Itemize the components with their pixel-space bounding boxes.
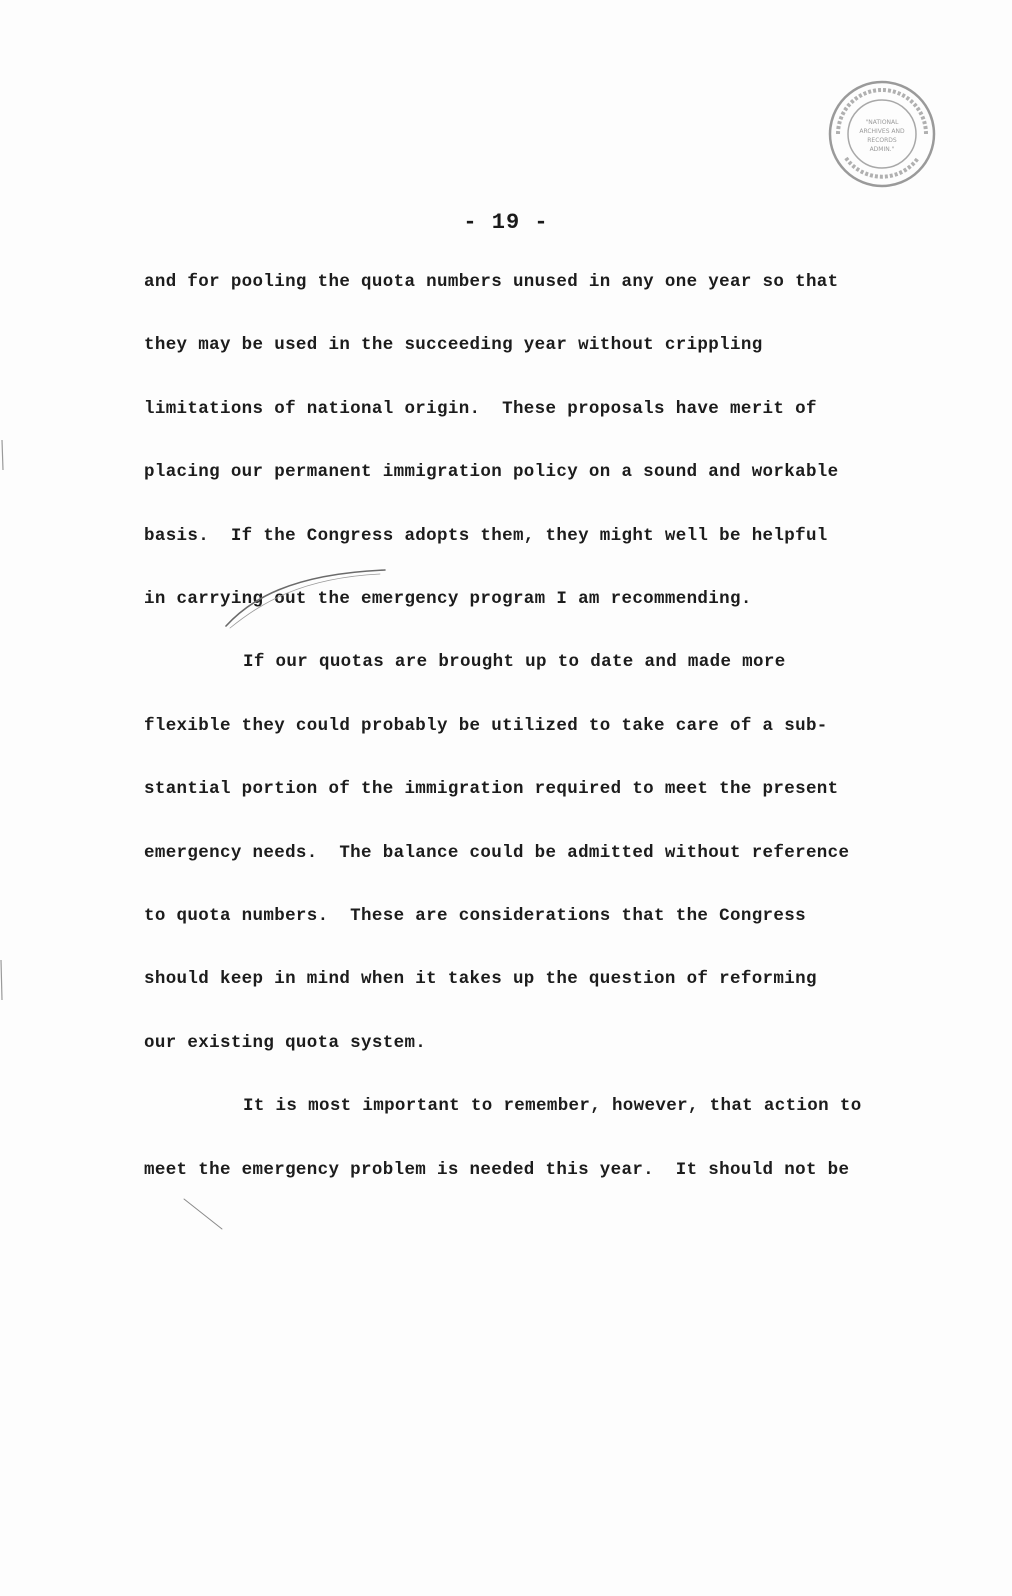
text-line: in carrying out the emergency program I am recommending. bbox=[144, 589, 752, 609]
text-line: meet the emergency problem is needed this year. It should not be bbox=[144, 1159, 850, 1180]
svg-text:ADMIN.": ADMIN." bbox=[869, 146, 895, 153]
text-line: to quota numbers. These are considerations that the Congress bbox=[144, 906, 806, 926]
text-line: basis. If the Congress adopts them, they might well be helpful bbox=[144, 525, 828, 546]
svg-text:"NATIONAL: "NATIONAL bbox=[865, 119, 899, 126]
text-line: and for pooling the quota numbers unused in any one year so that bbox=[144, 272, 839, 292]
text-line: flexible they could probably be utilized to take care of a sub- bbox=[144, 715, 828, 736]
text-line: placing our permanent immigration policy on a sound and workable bbox=[144, 462, 839, 483]
text-line: they may be used in the succeeding year without crippling bbox=[144, 335, 763, 356]
text-line: limitations of national origin. These proposals have merit of bbox=[144, 398, 817, 419]
text-line: If our quotas are brought up to date and made more bbox=[243, 652, 786, 673]
text-line: should keep in mind when it takes up the question of reforming bbox=[144, 969, 817, 990]
pencil-mark bbox=[220, 560, 400, 640]
pencil-tick-mark bbox=[180, 1195, 230, 1235]
library-seal-stamp bbox=[826, 78, 938, 190]
text-line: It is most important to remember, however, that action to bbox=[243, 1096, 862, 1117]
text-line: emergency needs. The balance could be admitted without reference bbox=[144, 842, 850, 863]
text-line: our existing quota system. bbox=[144, 1032, 427, 1053]
svg-text:ARCHIVES AND: ARCHIVES AND bbox=[859, 128, 905, 135]
page-number: - 19 - bbox=[463, 210, 549, 235]
svg-text:RECORDS: RECORDS bbox=[867, 137, 897, 144]
page-edge-shadow bbox=[0, 440, 8, 1000]
text-line: stantial portion of the immigration required to meet the present bbox=[144, 779, 839, 800]
